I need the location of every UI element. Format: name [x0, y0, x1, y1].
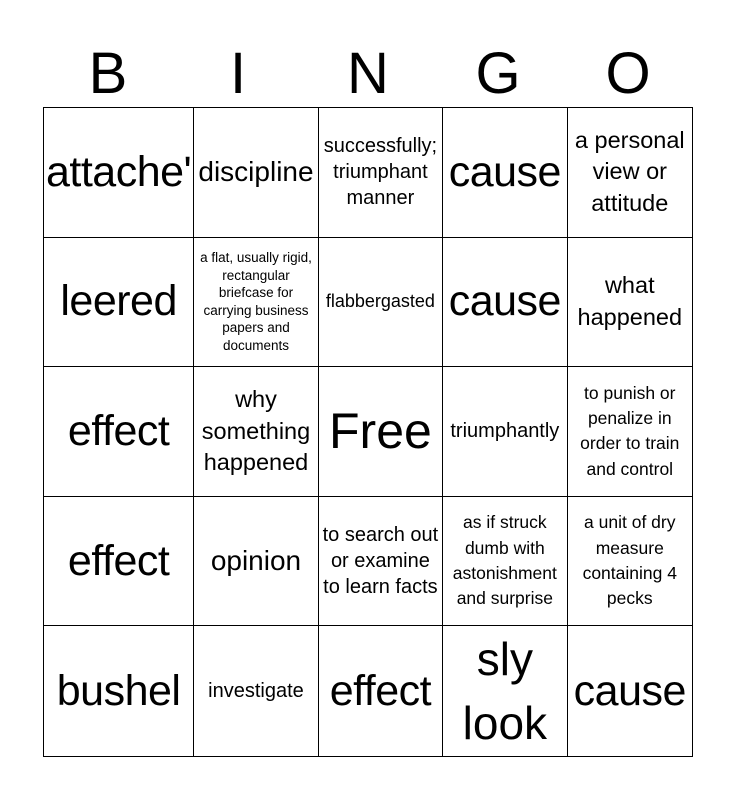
cell-text: triumphantly [450, 420, 560, 443]
header-letter-o: O [605, 41, 651, 106]
bingo-cell-r3c4[interactable] [443, 367, 567, 497]
bingo-cell-r1c3[interactable] [319, 108, 443, 238]
cell-text: opinion [210, 545, 302, 576]
bingo-cell-r1c2[interactable] [194, 108, 318, 238]
cell-text: why something happened [201, 385, 311, 476]
bingo-board [43, 107, 693, 757]
cell-text: leered [60, 277, 177, 326]
cell-text: effect [67, 536, 170, 585]
bingo-cell-r1c1[interactable] [44, 108, 194, 238]
cell-text: what happened [577, 272, 683, 330]
cell-text: investigate [208, 680, 304, 703]
bingo-cell-free[interactable] [319, 367, 443, 497]
bingo-cell-r2c4[interactable] [443, 238, 567, 368]
cell-text: to search out or examine to learn facts [322, 524, 439, 599]
bingo-cell-r5c4[interactable] [443, 626, 567, 756]
header-letter-b: B [88, 41, 128, 106]
bingo-cell-r4c4[interactable] [443, 497, 567, 627]
bingo-cell-r2c5[interactable] [568, 238, 692, 368]
bingo-cell-r5c5[interactable] [568, 626, 692, 756]
cell-text: as if struck dumb with astonishment and surprise [452, 512, 557, 609]
cell-text: discipline [198, 156, 314, 188]
bingo-cell-r5c3[interactable] [319, 626, 443, 756]
cell-text: effect [67, 406, 170, 455]
bingo-cell-r4c2[interactable] [194, 497, 318, 627]
bingo-cell-r4c5[interactable] [568, 497, 692, 627]
bingo-cell-r2c3[interactable] [319, 238, 443, 368]
cell-text: cause [448, 277, 561, 326]
cell-text: a personal view or attitude [574, 126, 685, 217]
header-letter-i: I [229, 41, 247, 106]
bingo-cell-r3c1[interactable] [44, 367, 194, 497]
header-letter-n: N [347, 41, 389, 106]
bingo-cell-r5c2[interactable] [194, 626, 318, 756]
cell-text: attache' [46, 147, 192, 196]
cell-text: a flat, usually rigid, rectangular briefcase for carrying business papers and documents [200, 250, 312, 353]
cell-text: bushel [56, 666, 181, 715]
bingo-cell-r1c5[interactable] [568, 108, 692, 238]
bingo-cell-r4c3[interactable] [319, 497, 443, 627]
bingo-cell-r5c1[interactable] [44, 626, 194, 756]
free-space-text: Free [329, 403, 432, 460]
cell-text: flabbergasted [325, 291, 435, 312]
bingo-cell-r2c1[interactable] [44, 238, 194, 368]
cell-text: effect [329, 666, 432, 715]
bingo-cell-r4c1[interactable] [44, 497, 194, 627]
cell-text: to punish or penalize in order to train and control [580, 382, 680, 479]
bingo-cell-r3c5[interactable] [568, 367, 692, 497]
bingo-cell-r1c4[interactable] [443, 108, 567, 238]
header-letter-g: G [475, 41, 521, 106]
bingo-header [43, 40, 693, 108]
cell-text: successfully; triumphant manner [323, 135, 438, 210]
cell-text: a unit of dry measure containing 4 pecks [582, 512, 677, 609]
bingo-cell-r3c2[interactable] [194, 367, 318, 497]
cell-text: cause [448, 147, 561, 196]
cell-text: sly look [462, 632, 548, 750]
cell-text: cause [573, 666, 686, 715]
bingo-cell-r2c2[interactable] [194, 238, 318, 368]
